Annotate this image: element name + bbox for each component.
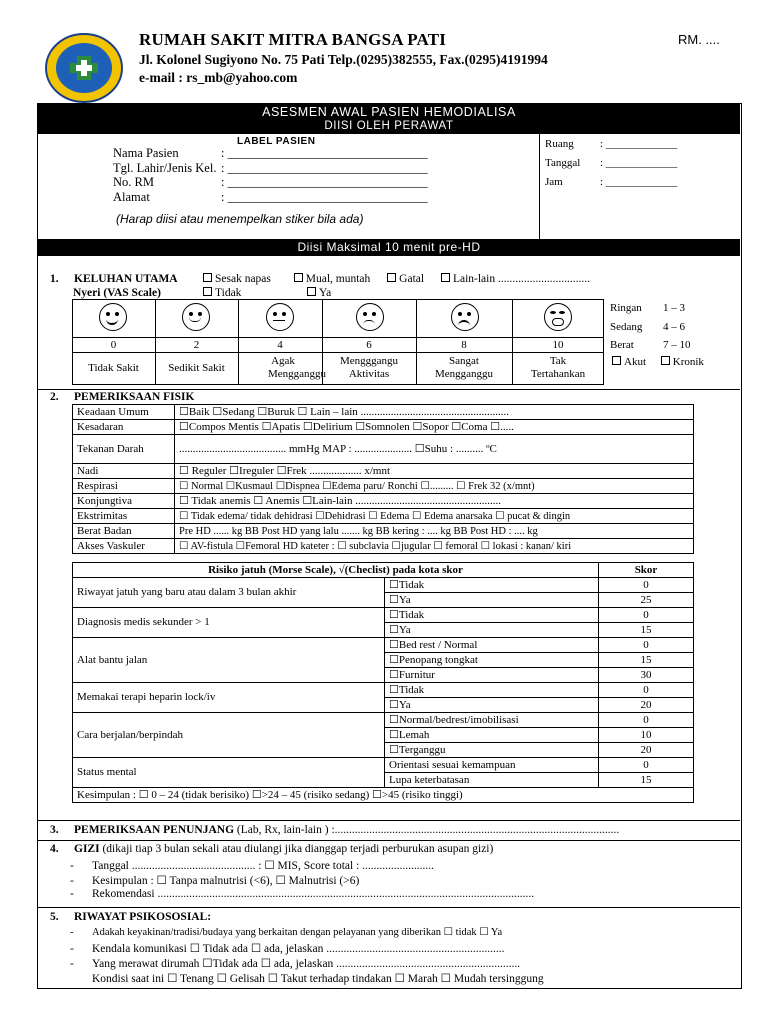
hospital-name: RUMAH SAKIT MITRA BANGSA PATI — [139, 30, 447, 49]
opt-akut[interactable]: Akut — [612, 356, 646, 368]
gizi-tanggal[interactable]: - Tanggal ........................................... : ☐ MIS, Score total : ......................... — [70, 860, 435, 872]
section5-header — [50, 911, 211, 923]
row-tekanan-darah: Tekanan Darah ....................................... mmHg MAP : ..................... ☐Suhu : .......... ºC — [73, 435, 694, 464]
section1-number: 1. — [50, 273, 59, 285]
keluhan-options — [203, 273, 590, 285]
section3-title: PEMERIKSAAN PENUNJANG — [74, 824, 235, 836]
kesimpulan-row — [73, 788, 694, 803]
morse-option[interactable]: ☐Penopang tongkat — [385, 653, 599, 668]
respirasi-options[interactable]: ☐ Normal ☐Kusmaul ☐Dispnea ☐Edema paru/ Ronchi ☐......... ☐ Frek 32 (x/mnt) — [175, 479, 694, 494]
section4-title: GIZI — [74, 843, 100, 855]
vas-number-4: 4 — [277, 339, 283, 351]
morse-option[interactable]: ☐Terganggu — [385, 743, 599, 758]
morse-row: Riwayat jatuh yang baru atau dalam 3 bulan akhir ☐Tidak 0 — [73, 578, 694, 593]
divider-4 — [38, 907, 740, 908]
psiko-kondisi[interactable]: Kondisi saat ini ☐ Tenang ☐ Gelisah ☐ Takut terhadap tindakan ☐ Marah ☐ Mudah tersinggung — [92, 973, 544, 985]
gizi-rekomendasi[interactable]: - Rekomendasi ................................................................................................................................... — [70, 888, 535, 900]
morse-row: ☐Ya 15 — [73, 623, 694, 638]
nyeri-ya[interactable]: Ya — [307, 287, 331, 299]
sticker-note: (Harap diisi atau menempelkan stiker bila ada) — [116, 212, 364, 226]
rm-label: RM. .... — [678, 32, 720, 47]
morse-option[interactable]: ☐Tidak — [385, 608, 599, 623]
morse-scale-table — [72, 562, 694, 803]
form-title: ASESMEN AWAL PASIEN HEMODIALISA — [262, 105, 516, 119]
section4-note: (dikaji tiap 3 bulan sekali atau diulangi jika dianggap terjadi perburukan asupan gizi) — [99, 843, 494, 855]
row-ekstrimitas: Ekstrimitas ☐ Tidak edema/ tidak dehidrasi ☐Dehidrasi ☐ Edema ☐ Edema anarsaka ☐ pucat & dingin — [73, 509, 694, 524]
divider-1 — [38, 389, 740, 390]
row-kesadaran: Kesadaran ☐Compos Mentis ☐Apatis ☐Delirium ☐Somnolen ☐Sopor ☐Coma ☐..... — [73, 420, 694, 435]
vas-label-2: Sedikit Sakit — [168, 362, 225, 374]
jam-field[interactable]: Jam : _____________ — [545, 176, 678, 188]
morse-row: ☐Furnitur 30 — [73, 668, 694, 683]
range-berat: Berat 7 – 10 — [610, 339, 691, 351]
nadi-options[interactable]: ☐ Reguler ☐Ireguler ☐Frek ................... x/mnt — [175, 464, 694, 479]
face-8-icon — [451, 303, 479, 331]
kesimpulan-options[interactable]: Kesimpulan : ☐ 0 – 24 (tidak berisiko) ☐>24 – 45 (risiko sedang) ☐>45 (risiko tinggi) — [73, 788, 694, 803]
section4-header — [50, 843, 493, 855]
opt-kronik[interactable]: Kronik — [661, 356, 704, 368]
morse-option[interactable]: ☐Ya — [385, 623, 599, 638]
morse-row: ☐Ya 25 — [73, 593, 694, 608]
row-nadi: Nadi ☐ Reguler ☐Ireguler ☐Frek ................... x/mnt — [73, 464, 694, 479]
opt-sesak[interactable]: Sesak napas — [203, 273, 271, 285]
form-subtitle: DIISI OLEH PERAWAT — [324, 120, 454, 132]
skor-label: Skor — [599, 563, 694, 578]
morse-option[interactable]: ☐Tidak — [385, 683, 599, 698]
psiko-perawat[interactable]: - Yang merawat dirumah ☐Tidak ada ☐ ada, jelaskan ................................................................ — [70, 958, 521, 970]
section3 — [50, 824, 619, 836]
morse-option[interactable]: ☐Lemah — [385, 728, 599, 743]
patient-rm-row[interactable]: No. RM : ________________________________ — [113, 175, 428, 189]
akses-vaskuler-options[interactable]: ☐ AV-fistula ☐Femoral HD kateter : ☐ subclavia ☐jugular ☐ femoral ☐ lokasi : kanan/ kiri — [175, 539, 694, 554]
morse-row: Memakai terapi heparin lock/iv ☐Tidak 0 — [73, 683, 694, 698]
section2-header — [50, 391, 194, 403]
vas-label-0: Tidak Sakit — [88, 362, 139, 374]
morse-row: ☐Penopang tongkat 15 — [73, 653, 694, 668]
section2-title: PEMERIKSAAN FISIK — [74, 391, 195, 403]
morse-row: Lupa keterbatasan 15 — [73, 773, 694, 788]
morse-row: Diagnosis medis sekunder > 1 ☐Tidak 0 — [73, 608, 694, 623]
face-0-icon — [99, 303, 127, 331]
vas-number-6: 6 — [366, 339, 372, 351]
hospital-logo — [44, 32, 124, 104]
hospital-address: Jl. Kolonel Sugiyono No. 75 Pati Telp.(0295)382555, Fax.(0295)4191994 — [139, 52, 548, 67]
berat-badan-input[interactable]: Pre HD ...... kg BB Post HD yang lalu ....... kg BB kering : .... kg BB Post HD : .... kg — [175, 524, 694, 539]
range-ringan: Ringan 1 – 3 — [610, 302, 685, 314]
vas-number-10: 10 — [552, 339, 564, 351]
ekstrimitas-options[interactable]: ☐ Tidak edema/ tidak dehidrasi ☐Dehidrasi ☐ Edema ☐ Edema anarsaka ☐ pucat & dingin — [175, 509, 694, 524]
section1-header — [50, 273, 178, 285]
ruang-field[interactable]: Ruang : _____________ — [545, 138, 678, 150]
section5-title: RIWAYAT PSIKOSOSIAL: — [74, 911, 212, 923]
gizi-kesimpulan[interactable]: - Kesimpulan : ☐ Tanpa malnutrisi (<6), ☐ Malnutrisi (>6) — [70, 875, 360, 887]
vas-label-6: Mengggangu Aktivitas — [339, 355, 399, 380]
morse-title: Risiko jatuh (Morse Scale), √(Checlist) pada kota skor — [73, 563, 599, 578]
vas-number-0: 0 — [110, 339, 117, 351]
row-keadaan-umum: Keadaan Umum ☐Baik ☐Sedang ☐Buruk ☐ Lain – lain ...................................................... — [73, 405, 694, 420]
morse-option[interactable]: ☐Ya — [385, 698, 599, 713]
penunjang-input[interactable]: (Lab, Rx, lain-lain ) :................................................................................................... — [234, 824, 620, 836]
face-2-icon — [182, 303, 210, 331]
tanggal-field[interactable]: Tanggal : _____________ — [545, 157, 678, 169]
face-10-icon — [544, 303, 572, 331]
patient-name-row[interactable]: Nama Pasien : ________________________________ — [113, 146, 428, 160]
section5-number: 5. — [50, 911, 59, 923]
form-title-bar — [38, 104, 740, 134]
morse-header — [73, 563, 694, 578]
row-konjungtiva: Konjungtiva ☐ Tidak anemis ☐ Anemis ☐Lain-lain ..................................................... — [73, 494, 694, 509]
morse-row: ☐Ya 20 — [73, 698, 694, 713]
row-respirasi: Respirasi ☐ Normal ☐Kusmaul ☐Dispnea ☐Edema paru/ Ronchi ☐......... ☐ Frek 32 (x/mnt) — [73, 479, 694, 494]
morse-row: ☐Lemah 10 — [73, 728, 694, 743]
morse-option[interactable]: ☐Normal/bedrest/imobilisasi — [385, 713, 599, 728]
hospital-email: e-mail : rs_mb@yahoo.com — [139, 70, 298, 85]
nyeri-label: Nyeri (VAS Scale) — [73, 287, 161, 299]
face-4-icon — [266, 303, 294, 331]
morse-option[interactable]: Orientasi sesuai kemampuan — [385, 758, 599, 773]
vas-ranges — [610, 299, 691, 355]
vas-label-10: Tak Tertahankan — [530, 355, 586, 380]
keadaan-umum-options[interactable]: ☐Baik ☐Sedang ☐Buruk ☐ Lain – lain ...................................................... — [175, 405, 694, 420]
patient-dob-row[interactable]: Tgl. Lahir/Jenis Kel. : ________________________________ — [113, 160, 428, 175]
opt-mual[interactable]: Mual, muntah — [294, 273, 371, 285]
row-berat-badan: Berat Badan Pre HD ...... kg BB Post HD yang lalu ....... kg BB kering : .... kg BB Post HD : .... kg — [73, 524, 694, 539]
morse-option[interactable]: ☐Ya — [385, 593, 599, 608]
section2-number: 2. — [50, 391, 59, 403]
divider-2 — [38, 820, 740, 821]
vas-scale — [72, 299, 604, 385]
physical-exam-table — [72, 404, 694, 554]
opt-lain[interactable]: Lain-lain ................................ — [441, 273, 590, 285]
morse-option[interactable]: ☐Bed rest / Normal — [385, 638, 599, 653]
row-akses-vaskuler: Akses Vaskuler ☐ AV-fistula ☐Femoral HD kateter : ☐ subclavia ☐jugular ☐ femoral ☐ lokasi : kanan/ kiri — [73, 539, 694, 554]
section3-number: 3. — [50, 824, 59, 836]
morse-option[interactable]: ☐Furnitur — [385, 668, 599, 683]
vas-number-2: 2 — [193, 339, 200, 351]
vas-label-8: Sangat Mengganggu — [434, 355, 494, 380]
konjungtiva-options[interactable]: ☐ Tidak anemis ☐ Anemis ☐Lain-lain ..................................................... — [175, 494, 694, 509]
morse-row: ☐Terganggu 20 — [73, 743, 694, 758]
patient-fields — [113, 146, 428, 204]
range-sedang: Sedang 4 – 6 — [610, 320, 685, 333]
divider-3 — [38, 840, 740, 841]
psiko-keyakinan[interactable]: - Adakah keyakinan/tradisi/budaya yang berkaitan dengan pelayanan yang diberikan ☐ tidak ☐ Ya — [70, 927, 503, 938]
kesadaran-options[interactable]: ☐Compos Mentis ☐Apatis ☐Delirium ☐Somnolen ☐Sopor ☐Coma ☐..... — [175, 420, 694, 435]
patient-address-row[interactable]: Alamat : ________________________________ — [113, 189, 428, 204]
section1-title: KELUHAN UTAMA — [74, 273, 178, 285]
time-bar: Diisi Maksimal 10 menit pre-HD — [38, 239, 740, 256]
morse-option[interactable]: Lupa keterbatasan — [385, 773, 599, 788]
vas-label-4: Agak Mengganggu — [268, 355, 327, 380]
morse-row: Cara berjalan/berpindah ☐Normal/bedrest/imobilisasi 0 — [73, 713, 694, 728]
pain-type — [612, 356, 704, 368]
label-pasien-title: LABEL PASIEN — [237, 136, 316, 147]
psiko-komunikasi[interactable]: - Kendala komunikasi ☐ Tidak ada ☐ ada, jelaskan .............................................................. — [70, 943, 505, 955]
nyeri-tidak[interactable]: Tidak — [203, 287, 241, 299]
face-6-icon — [356, 303, 384, 331]
section4-number: 4. — [50, 843, 59, 855]
morse-option[interactable]: ☐Tidak — [385, 578, 599, 593]
opt-gatal[interactable]: Gatal — [387, 273, 424, 285]
morse-row: Status mental Orientasi sesuai kemampuan 0 — [73, 758, 694, 773]
vas-number-8: 8 — [461, 339, 467, 351]
tekanan-darah-input[interactable]: ....................................... mmHg MAP : ..................... ☐Suhu : .......... ºC — [175, 435, 694, 464]
right-fields — [545, 135, 677, 192]
morse-row: Alat bantu jalan ☐Bed rest / Normal 0 — [73, 638, 694, 653]
